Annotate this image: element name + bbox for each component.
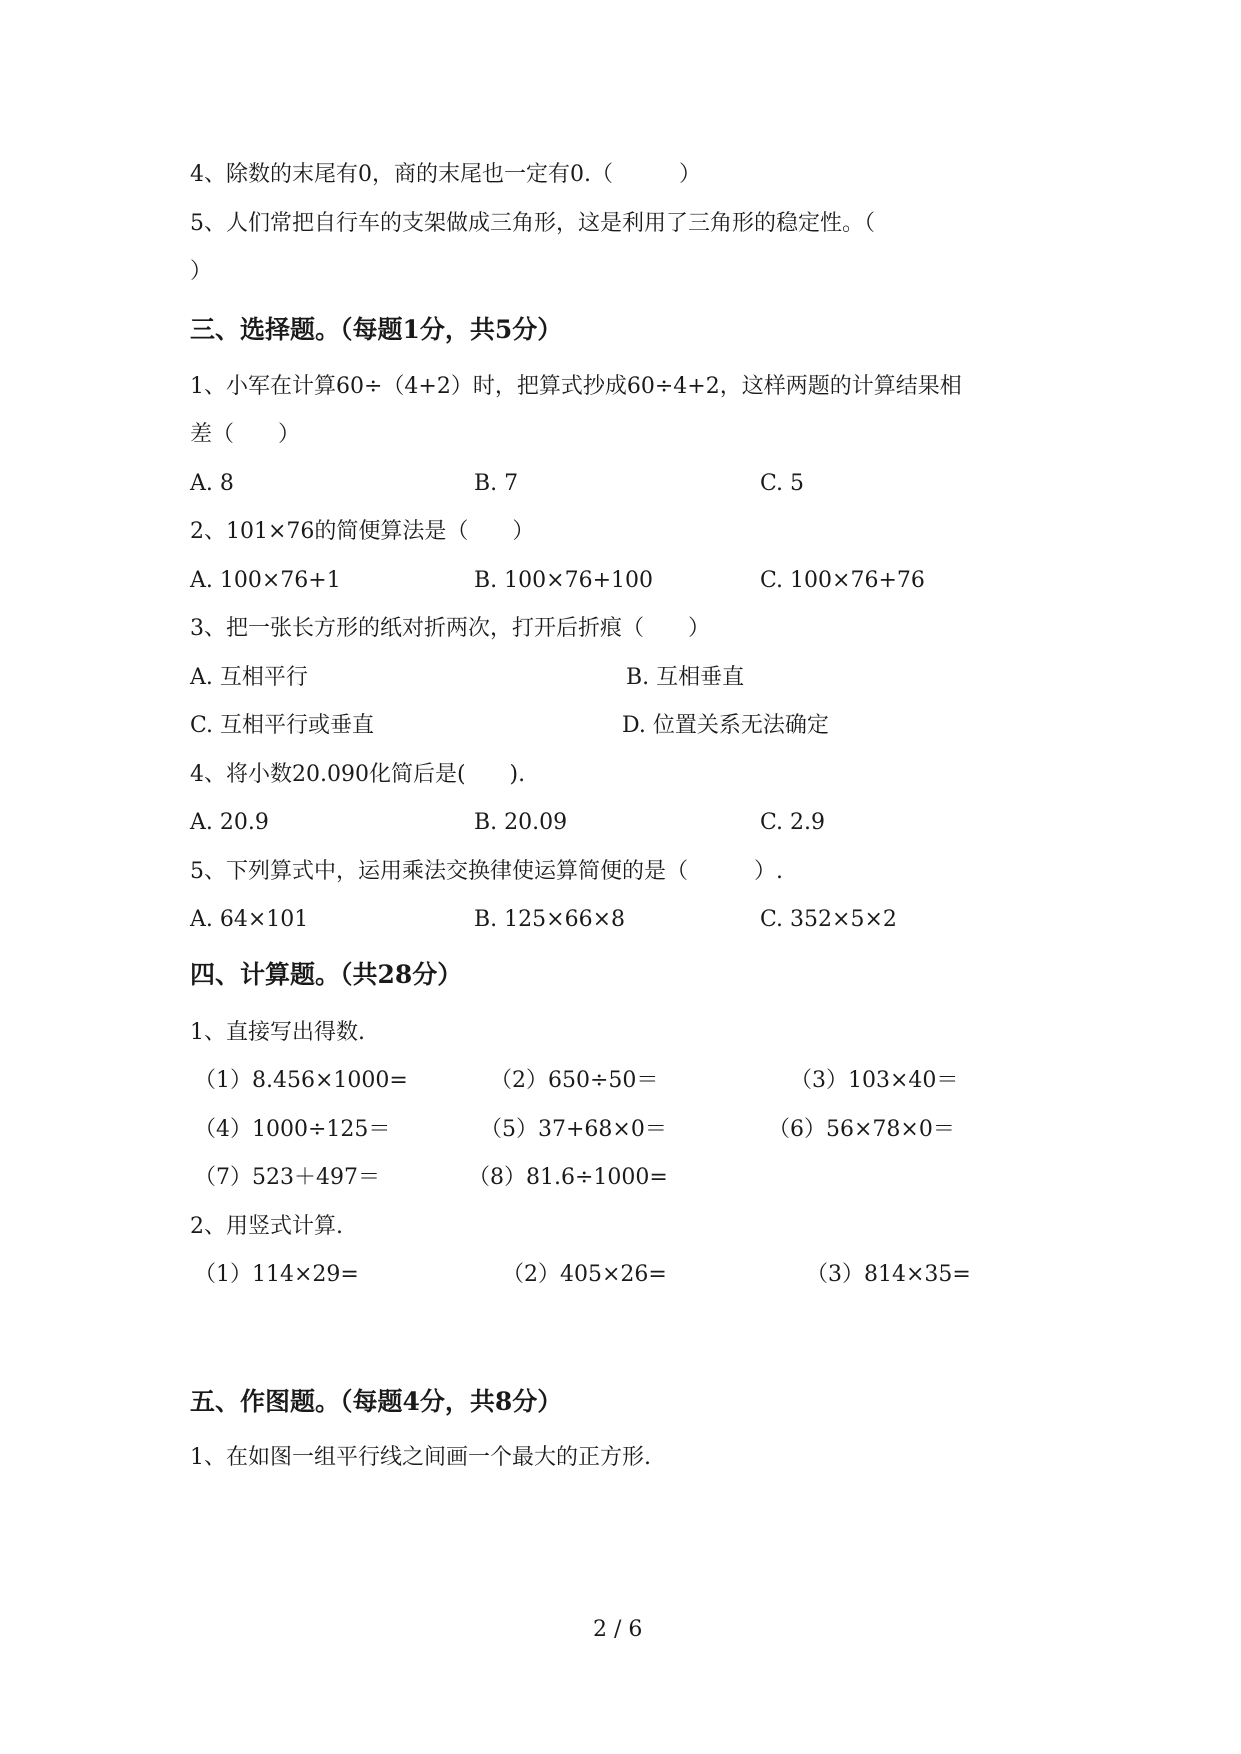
vertical-calc-item-1: （1）114×29= <box>194 1262 359 1287</box>
calc-item-8: （8）81.6÷1000= <box>468 1165 668 1190</box>
calc-question-2: 2、用竖式计算. <box>190 1214 343 1239</box>
vertical-calc-item-2: （2）405×26= <box>502 1262 667 1287</box>
q2-option-c: C. 100×76+76 <box>760 568 925 593</box>
judge-question-4: 4、除数的末尾有0，商的末尾也一定有0.（ ） <box>190 162 701 187</box>
q5-option-a: A. 64×101 <box>190 907 309 932</box>
q1-option-a: A. 8 <box>190 471 234 496</box>
section-3-title: 三、选择题。（每题1分，共5分） <box>190 315 563 344</box>
judge-question-5: 5、人们常把自行车的支架做成三角形，这是利用了三角形的稳定性。（ <box>190 211 875 236</box>
drawing-question-1: 1、在如图一组平行线之间画一个最大的正方形. <box>190 1445 651 1470</box>
page-number: 2 / 6 <box>593 1617 643 1642</box>
q4-option-b: B. 20.09 <box>474 810 568 835</box>
q5-option-b: B. 125×66×8 <box>474 907 626 932</box>
calc-item-3: （3）103×40＝ <box>790 1068 959 1093</box>
choice-question-4: 4、将小数20.090化简后是( ). <box>190 762 526 787</box>
calc-item-1: （1）8.456×1000= <box>194 1068 408 1093</box>
calc-item-6: （6）56×78×0＝ <box>768 1117 955 1142</box>
calc-item-7: （7）523＋497＝ <box>194 1165 380 1190</box>
q2-option-b: B. 100×76+100 <box>474 568 653 593</box>
section-4-title: 四、计算题。（共28分） <box>190 960 463 989</box>
calc-item-5: （5）37+68×0＝ <box>480 1117 667 1142</box>
vertical-calc-item-3: （3）814×35= <box>806 1262 971 1287</box>
judge-question-5-cont: ） <box>190 259 213 284</box>
q1-option-c: C. 5 <box>760 471 805 496</box>
calc-item-2: （2）650÷50＝ <box>490 1068 659 1093</box>
q1-option-b: B. 7 <box>474 471 519 496</box>
q3-option-a: A. 互相平行 <box>190 665 308 690</box>
q5-option-c: C. 352×5×2 <box>760 907 897 932</box>
choice-question-1-cont: 差（ ） <box>190 422 301 447</box>
q4-option-c: C. 2.9 <box>760 810 826 835</box>
choice-question-5: 5、下列算式中，运用乘法交换律使运算简便的是（ ）. <box>190 859 783 884</box>
q2-option-a: A. 100×76+1 <box>190 568 341 593</box>
q3-option-d: D. 位置关系无法确定 <box>622 713 829 738</box>
section-5-title: 五、作图题。（每题4分，共8分） <box>190 1387 563 1416</box>
choice-question-1: 1、小军在计算60÷（4+2）时，把算式抄成60÷4+2，这样两题的计算结果相 <box>190 374 962 399</box>
calc-question-1: 1、直接写出得数. <box>190 1020 365 1045</box>
calc-item-4: （4）1000÷125＝ <box>194 1117 391 1142</box>
choice-question-3: 3、把一张长方形的纸对折两次，打开后折痕（ ） <box>190 616 710 641</box>
q3-option-b: B. 互相垂直 <box>626 665 745 690</box>
choice-question-2: 2、101×76的简便算法是（ ） <box>190 519 535 544</box>
q4-option-a: A. 20.9 <box>190 810 269 835</box>
q3-option-c: C. 互相平行或垂直 <box>190 713 375 738</box>
